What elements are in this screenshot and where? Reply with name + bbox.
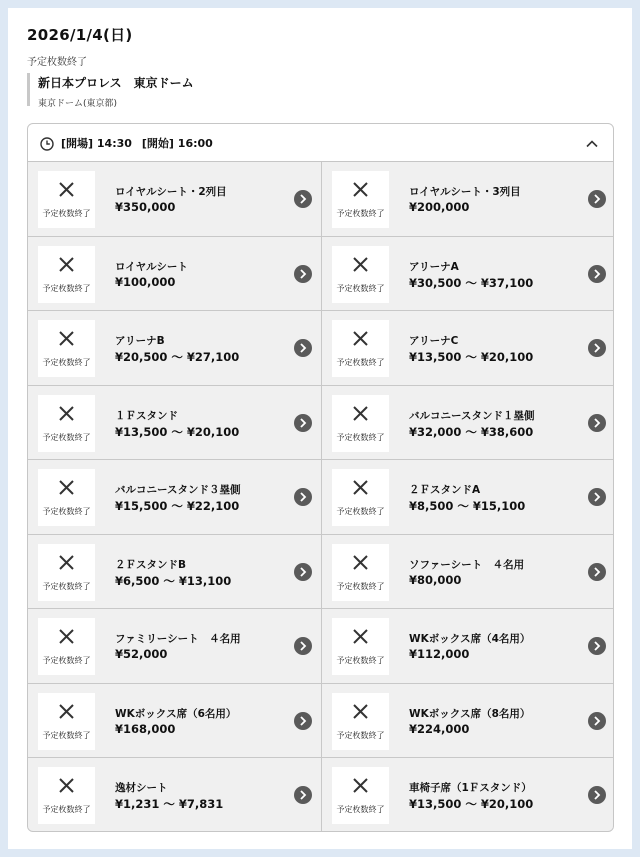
seat-name: WKボックス席（8名用） (409, 707, 531, 720)
seat-item[interactable] (322, 535, 614, 610)
seat-price: ¥80,000 (409, 572, 462, 587)
sold-out-label: 予定枚数終了 (42, 358, 91, 367)
seat-name: アリーナA (409, 260, 459, 273)
performance-date: 2026/1/4(日) (27, 26, 133, 44)
seat-price: ¥100,000 (115, 274, 176, 289)
chevron-right-icon[interactable] (294, 712, 312, 730)
seat-item[interactable] (28, 460, 321, 535)
seat-price: ¥224,000 (409, 721, 470, 736)
sold-out-thumbnail (38, 767, 95, 824)
seat-name: バルコニースタンド３塁側 (115, 484, 241, 496)
seat-price: ¥15,500 〜 ¥22,100 (115, 499, 240, 513)
x-icon (57, 776, 76, 795)
seat-item[interactable] (322, 311, 614, 386)
sold-out-label: 予定枚数終了 (42, 581, 91, 591)
seat-item[interactable] (28, 758, 321, 832)
chevron-right-icon[interactable] (294, 414, 312, 432)
seat-name: アリーナC (409, 335, 459, 347)
seat-item[interactable] (322, 684, 614, 759)
sold-out-thumbnail (38, 618, 95, 675)
sold-out-thumbnail (332, 246, 389, 303)
seat-item[interactable] (28, 386, 321, 461)
seat-price: ¥112,000 (409, 647, 470, 661)
x-icon (57, 329, 76, 348)
seat-price: ¥52,000 (115, 647, 168, 661)
seat-item[interactable] (28, 311, 321, 386)
seat-name: 車椅子席（1Ｆスタンド） (409, 782, 532, 794)
chevron-right-icon[interactable] (294, 339, 312, 357)
sold-out-thumbnail (332, 171, 389, 228)
x-icon (351, 702, 370, 721)
x-icon (351, 478, 370, 497)
seat-price: ¥350,000 (115, 200, 176, 214)
seat-item[interactable] (28, 237, 321, 312)
sold-out-thumbnail (332, 469, 389, 526)
seat-name: アリーナB (115, 335, 165, 347)
clock-icon (40, 136, 54, 150)
chevron-right-icon[interactable] (588, 414, 606, 432)
sold-out-thumbnail (332, 320, 389, 377)
seat-name: WKボックス席（4名用） (409, 633, 531, 645)
sold-out-thumbnail (38, 693, 95, 750)
sale-status: 予定枚数終了 (27, 57, 87, 68)
seat-price: ¥20,500 〜 ¥27,100 (115, 350, 240, 364)
x-icon (57, 478, 76, 497)
seat-price: ¥168,000 (115, 721, 176, 736)
chevron-right-icon[interactable] (588, 786, 606, 804)
sold-out-label: 予定枚数終了 (336, 507, 385, 516)
x-icon (351, 776, 370, 795)
x-icon (351, 329, 370, 348)
chevron-right-icon[interactable] (588, 339, 606, 357)
seat-item[interactable] (28, 162, 321, 237)
sold-out-label: 予定枚数終了 (336, 209, 385, 218)
seat-price: ¥13,500 〜 ¥20,100 (409, 350, 534, 364)
chevron-right-icon[interactable] (294, 786, 312, 804)
sold-out-label: 予定枚数終了 (42, 283, 91, 293)
x-icon (351, 404, 370, 423)
chevron-right-icon[interactable] (588, 712, 606, 730)
chevron-up-icon[interactable] (585, 136, 599, 150)
x-icon (57, 627, 76, 646)
x-icon (351, 180, 370, 199)
seat-item[interactable] (322, 386, 614, 461)
sold-out-thumbnail (38, 395, 95, 452)
seat-item[interactable] (322, 162, 614, 237)
sold-out-thumbnail (38, 469, 95, 526)
x-icon (351, 627, 370, 646)
chevron-right-icon[interactable] (294, 563, 312, 581)
sold-out-label: 予定枚数終了 (336, 283, 385, 293)
x-icon (351, 255, 370, 274)
event-venue: 東京ドーム(東京都) (38, 99, 118, 109)
seat-price: ¥30,500 〜 ¥37,100 (409, 275, 534, 290)
seat-grid (28, 162, 613, 832)
sold-out-label: 予定枚数終了 (336, 581, 385, 591)
sold-out-label: 予定枚数終了 (336, 656, 385, 665)
seat-item[interactable] (322, 460, 614, 535)
event-title: 新日本プロレス 東京ドーム (38, 76, 194, 90)
seat-name: WKボックス席（6名用） (115, 707, 237, 720)
sold-out-thumbnail (332, 618, 389, 675)
start-time: [開始] 16:00 (141, 136, 213, 150)
seat-item[interactable] (322, 758, 614, 832)
performance-times (61, 135, 223, 151)
seat-name: ファミリーシート ４名用 (115, 633, 241, 645)
seat-price: ¥32,000 〜 ¥38,600 (409, 424, 534, 439)
chevron-right-icon[interactable] (588, 265, 606, 283)
seat-name: ロイヤルシート・2列目 (115, 186, 227, 198)
seat-name: ２ＦスタンドA (409, 484, 481, 496)
sold-out-thumbnail (332, 395, 389, 452)
sold-out-thumbnail (38, 171, 95, 228)
sold-out-label: 予定枚数終了 (42, 209, 91, 218)
chevron-right-icon[interactable] (294, 637, 312, 655)
x-icon (57, 553, 76, 572)
seat-price: ¥200,000 (409, 200, 470, 214)
sold-out-label: 予定枚数終了 (336, 805, 385, 814)
seat-item[interactable] (322, 609, 614, 684)
seat-price: ¥8,500 〜 ¥15,100 (409, 499, 526, 513)
performance-header[interactable] (28, 124, 613, 162)
seat-name: バルコニースタンド１塁側 (409, 409, 535, 422)
chevron-right-icon[interactable] (588, 563, 606, 581)
chevron-right-icon[interactable] (588, 637, 606, 655)
sold-out-label: 予定枚数終了 (42, 656, 91, 665)
seat-price: ¥13,500 〜 ¥20,100 (409, 797, 534, 811)
sold-out-thumbnail (38, 320, 95, 377)
sold-out-thumbnail (38, 246, 95, 303)
open-time: [開場] 14:30 (61, 136, 132, 150)
chevron-right-icon[interactable] (588, 190, 606, 208)
chevron-right-icon[interactable] (294, 190, 312, 208)
seat-price: ¥13,500 〜 ¥20,100 (115, 424, 240, 439)
seat-price: ¥1,231 〜 ¥7,831 (115, 797, 224, 811)
chevron-right-icon[interactable] (588, 488, 606, 506)
x-icon (57, 180, 76, 199)
x-icon (57, 702, 76, 721)
seat-item[interactable] (28, 684, 321, 759)
sold-out-label: 予定枚数終了 (42, 507, 91, 516)
sold-out-label: 予定枚数終了 (336, 730, 385, 740)
sold-out-thumbnail (332, 767, 389, 824)
sold-out-thumbnail (38, 544, 95, 601)
sold-out-thumbnail (332, 544, 389, 601)
seat-name: 逸材シート (115, 782, 168, 794)
sold-out-thumbnail (332, 693, 389, 750)
seat-price: ¥6,500 〜 ¥13,100 (115, 573, 232, 588)
seat-item[interactable] (28, 535, 321, 610)
seat-name: ソファーシート ４名用 (409, 558, 525, 571)
sold-out-label: 予定枚数終了 (42, 805, 91, 814)
sold-out-label: 予定枚数終了 (336, 432, 385, 442)
seat-name: ロイヤルシート・3列目 (409, 186, 521, 198)
sold-out-label: 予定枚数終了 (42, 432, 91, 442)
performance-panel (27, 123, 614, 832)
event-info (27, 73, 194, 109)
x-icon (351, 553, 370, 572)
seat-name: ロイヤルシート (115, 260, 188, 273)
x-icon (57, 404, 76, 423)
sold-out-label: 予定枚数終了 (336, 358, 385, 367)
seat-item[interactable] (28, 609, 321, 684)
seat-item[interactable] (322, 237, 614, 312)
x-icon (57, 255, 76, 274)
seat-name: ２ＦスタンドB (115, 558, 187, 571)
ticket-page (8, 8, 632, 849)
chevron-right-icon[interactable] (294, 265, 312, 283)
chevron-right-icon[interactable] (294, 488, 312, 506)
sold-out-label: 予定枚数終了 (42, 730, 91, 740)
seat-name: １Ｆスタンド (115, 409, 178, 422)
